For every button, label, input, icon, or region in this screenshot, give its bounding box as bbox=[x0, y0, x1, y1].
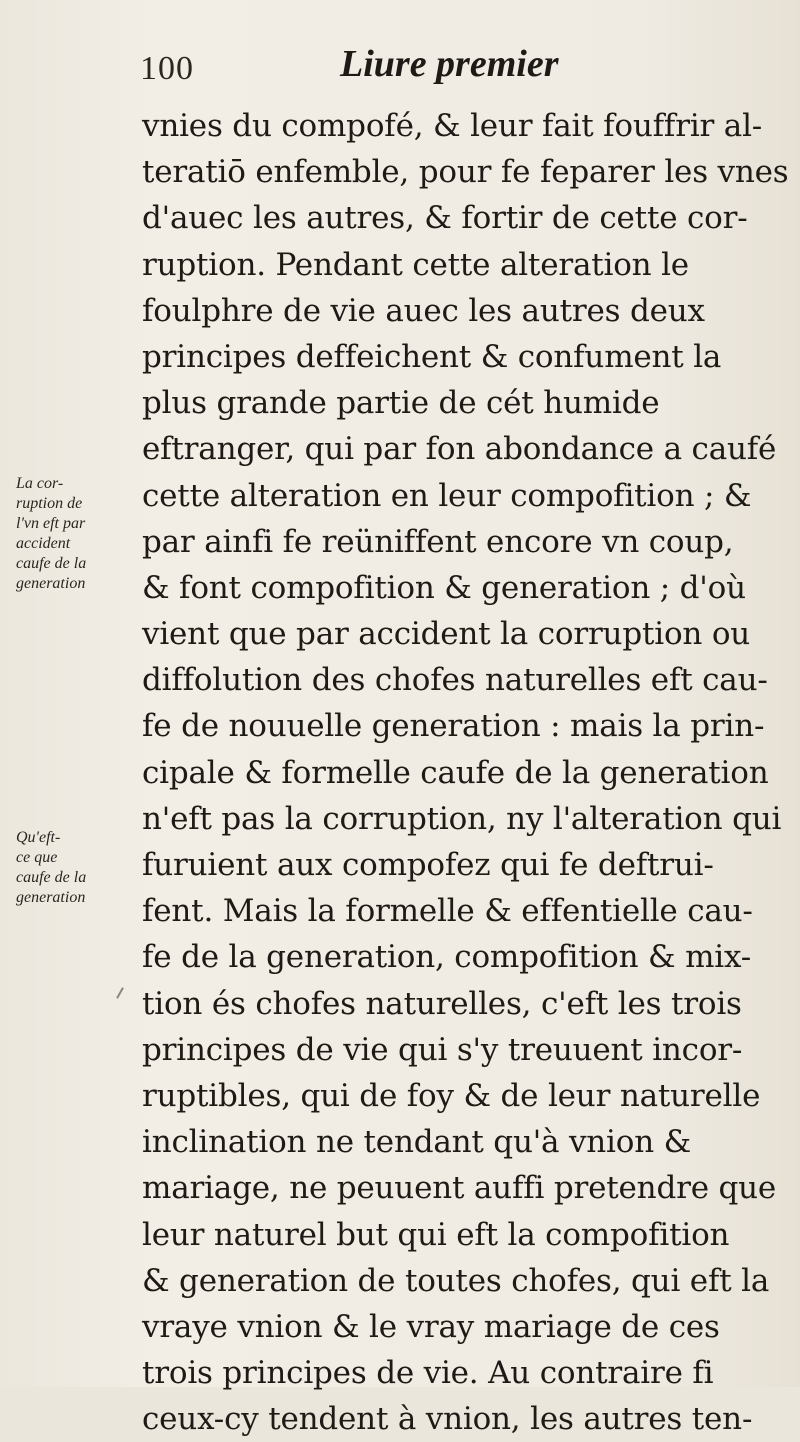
text-line: & generation de toutes chofes, qui eft la bbox=[142, 1262, 770, 1299]
text-line: teratiō enfemble, pour fe feparer les vnes bbox=[142, 154, 789, 191]
text-line: vnies du compofé, & leur fait fouffrir al- bbox=[142, 108, 763, 144]
text-line: eftranger, qui par fon abondance a caufé bbox=[142, 431, 777, 468]
margin-note-line: ruption de bbox=[16, 495, 83, 512]
text-line: d'auec les autres, & fortir de cette cor- bbox=[142, 200, 748, 237]
text-line: cipale & formelle caufe de la generation bbox=[142, 754, 769, 791]
margin-note-generation bbox=[16, 828, 136, 908]
margin-note-line: ce que bbox=[16, 849, 58, 866]
running-head: Liure premier bbox=[340, 43, 559, 85]
text-line: ruptibles, qui de foy & de leur naturelle bbox=[142, 1077, 761, 1114]
ink-mark bbox=[116, 987, 124, 998]
text-line: n'eft pas la corruption, ny l'alteration qui bbox=[142, 800, 782, 837]
text-line: par ainfi fe reüniffent encore vn coup, bbox=[142, 523, 734, 560]
text-line: mariage, ne peuuent auffi pretendre que bbox=[142, 1170, 777, 1207]
text-line: furuient aux compofez qui fe deftrui- bbox=[142, 847, 714, 883]
text-line: fent. Mais la formelle & effentielle cau- bbox=[142, 893, 753, 930]
page-number: 100 bbox=[140, 50, 194, 87]
text-line: principes deffeichent & confument la bbox=[142, 338, 722, 375]
page-header bbox=[140, 42, 700, 92]
text-line: diffolution des chofes naturelles eft cau- bbox=[142, 662, 768, 699]
text-line: vraye vnion & le vray mariage de ces bbox=[142, 1308, 720, 1345]
page-body bbox=[142, 103, 789, 1442]
text-line: inclination ne tendant qu'à vnion & bbox=[142, 1124, 692, 1161]
margin-note-line: l'vn eft par bbox=[16, 515, 86, 532]
text-line: leur naturel but qui eft la compofition bbox=[142, 1216, 730, 1253]
margin-note-line: generation bbox=[16, 889, 86, 906]
text-line: foulphre de vie auec les autres deux bbox=[142, 292, 705, 329]
text-line: fe de la generation, compofition & mix- bbox=[142, 939, 752, 976]
text-line: ceux-cy tendent à vnion, les autres ten- bbox=[142, 1401, 753, 1438]
margin-note-line: caufe de la bbox=[16, 555, 87, 572]
margin-note-line: generation bbox=[16, 575, 86, 592]
text-line: vient que par accident la corruption ou bbox=[142, 616, 751, 653]
margin-note-line: accident bbox=[16, 535, 71, 552]
margin-note-line: La cor- bbox=[16, 475, 64, 492]
text-line: cette alteration en leur compofition ; & bbox=[142, 477, 752, 514]
text-line: ruption. Pendant cette alteration le bbox=[142, 246, 689, 283]
text-line: fe de nouuelle generation : mais la prin- bbox=[142, 708, 765, 745]
margin-note-line: Qu'eft- bbox=[16, 829, 61, 846]
text-line: tion és chofes naturelles, c'eft les trois bbox=[142, 985, 742, 1022]
text-line: trois principes de vie. Au contraire fi bbox=[142, 1355, 714, 1392]
text-line: principes de vie qui s'y treuuent incor- bbox=[142, 1031, 743, 1068]
text-line: plus grande partie de cét humide bbox=[142, 385, 660, 422]
margin-note-corruption bbox=[16, 474, 136, 594]
text-line: & font compofition & generation ; d'où bbox=[142, 569, 746, 606]
margin-note-line: caufe de la bbox=[16, 869, 87, 886]
